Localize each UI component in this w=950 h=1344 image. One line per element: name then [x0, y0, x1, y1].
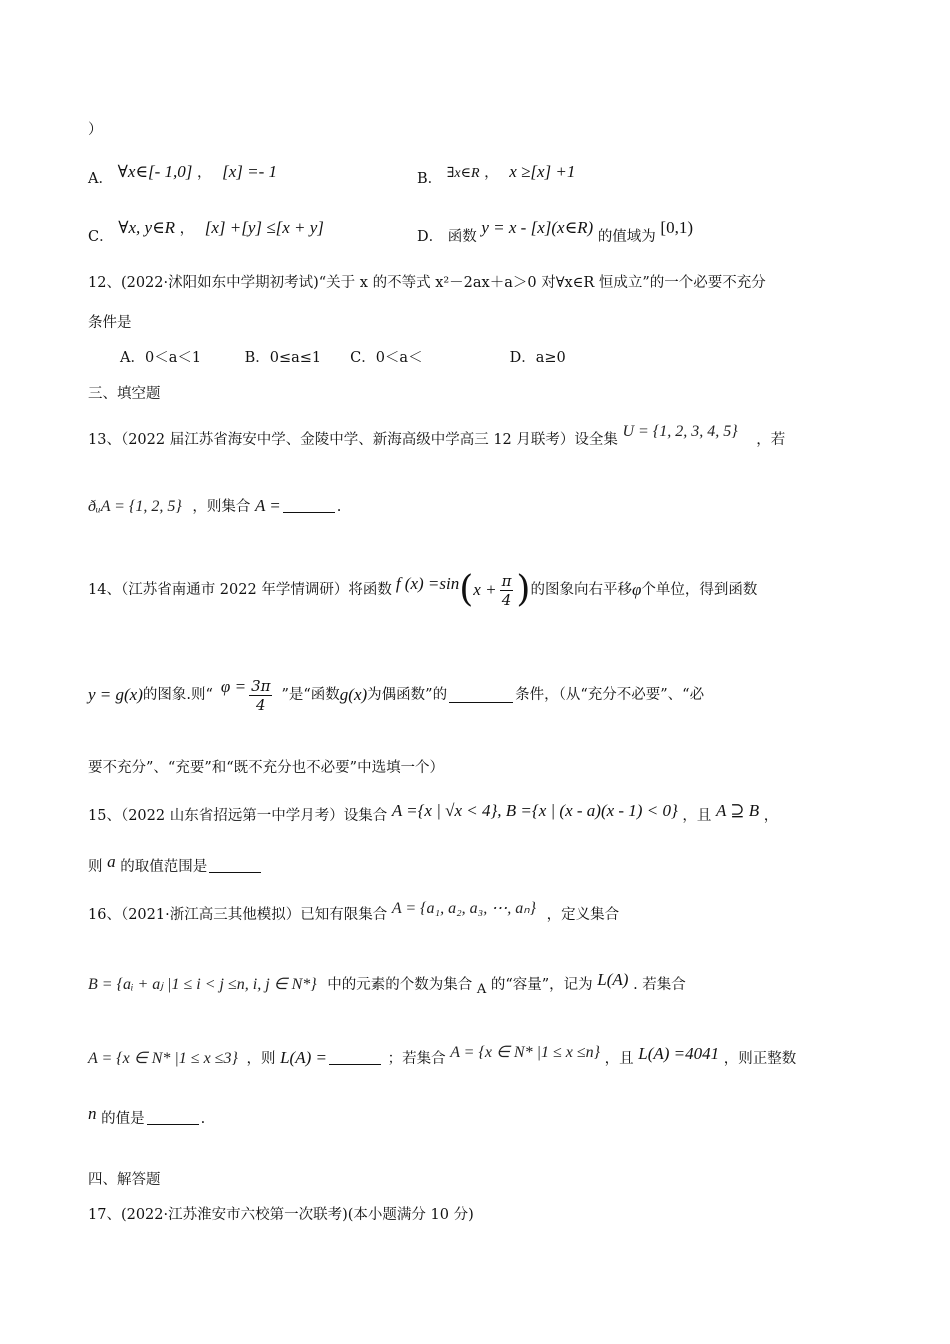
q16-line2-math2: L(A)	[597, 970, 629, 989]
q11-option-d	[417, 218, 693, 245]
option-c-math2: [x] +[y] ≤[x + y]	[204, 218, 324, 237]
q14-line2-text4: 条件，（从“充分不必要”、“必	[515, 687, 705, 703]
q14-line2-math3: g(x)	[339, 685, 368, 704]
q13-text1: 13、（2022 届江苏省海安中学、金陵中学、新海高级中学高三 12 月联考）设全集	[88, 432, 618, 448]
q14-text2: 的图象向右平移	[530, 582, 632, 598]
option-d-math2: [0,1)	[660, 218, 693, 237]
q15-text3: ，	[763, 808, 779, 824]
q16-line2-text3: . 若集合	[633, 977, 686, 993]
q14-frac2	[249, 677, 272, 714]
q15-math2: A ⊇ B	[715, 801, 760, 820]
q15-math1: A ={x | √x < 4}, B ={x | (x - a)(x - 1) < 0}	[391, 801, 678, 820]
option-a-sep: ，	[197, 165, 212, 181]
q14-line2-text2: ”是“函数	[281, 687, 340, 703]
top-paren	[88, 120, 103, 140]
q15-line1	[88, 801, 779, 826]
q16-line4	[88, 1104, 206, 1129]
q16-line2	[88, 970, 686, 997]
option-c-label: C．	[88, 229, 114, 245]
section-solutions: 四、解答题	[88, 1172, 161, 1188]
q14-math2: x +	[473, 580, 497, 599]
q14-line1	[88, 565, 757, 615]
q15-line2-text1: 则	[88, 859, 103, 875]
q16-blank1	[329, 1050, 381, 1065]
option-a-math1: ∀x∈[- 1,0]	[117, 162, 193, 181]
q12-line2: 条件是	[88, 315, 132, 331]
q14-blank	[449, 688, 513, 703]
q15-text2: ，且	[682, 808, 712, 824]
q16-line2-text2: 的“容量”，记为	[490, 977, 593, 993]
option-d-text2: 的值域为	[597, 229, 656, 245]
q14-frac-num: π	[501, 571, 512, 590]
q16-line4-text2: .	[200, 1111, 206, 1127]
q15-line2-math: a	[107, 852, 116, 871]
q16-line3-text2: ；若集合	[387, 1051, 446, 1067]
q13-line2	[88, 496, 341, 517]
q15-line2	[88, 852, 263, 877]
q16-line3-text1: ，则	[246, 1051, 276, 1067]
option-d-math1: y = x - [x](x∈R)	[481, 218, 594, 237]
q16-math1: A = {a₁, a₂, a₃, ⋯, aₙ}	[391, 900, 536, 917]
q16-line4-text1: 的值是	[101, 1111, 145, 1127]
q16-line3-math4: L(A) =4041	[638, 1044, 720, 1063]
q16-line2-A: A	[476, 982, 487, 997]
option-b-sep: ，	[484, 165, 499, 181]
q11-row-ab	[88, 162, 278, 187]
q11-row-cd	[88, 218, 324, 245]
q16-line3-math1: A = {x ∈ N* |1 ≤ x ≤3}	[88, 1050, 238, 1067]
option-d-text1: 函数	[447, 229, 477, 245]
q15-blank	[209, 858, 261, 873]
option-b-math2: x ≥[x] +1	[509, 162, 576, 181]
q14-frac	[500, 572, 514, 609]
q16-text2: ，定义集合	[546, 907, 620, 923]
section-fill-in: 三、填空题	[88, 386, 161, 402]
option-d-label: D．	[417, 229, 444, 245]
q16-line2-text1: 中的元素的个数为集合	[327, 977, 473, 993]
q14-phi: φ	[631, 580, 642, 599]
q14-line2-math2: φ =	[220, 677, 247, 696]
q16-line2-math: B = {aᵢ + aⱼ |1 ≤ i < j ≤n, i, j ∈ N*}	[88, 976, 317, 993]
q16-blank2	[147, 1110, 199, 1125]
q13-text2: ，若	[756, 432, 786, 448]
option-a-label: A．	[88, 171, 113, 187]
q14-line2-text3: 为偶函数”的	[367, 687, 448, 703]
paren-text: ）	[88, 122, 103, 138]
q14-line2-text1: 的图象.则“	[142, 687, 213, 703]
option-c-sep: ，	[179, 221, 195, 237]
q13-blank	[283, 498, 335, 513]
q13-line1	[88, 423, 786, 450]
q16-line3-text4: ，则正整数	[723, 1051, 797, 1067]
option-a-math2: [x] =- 1	[222, 162, 278, 181]
q14-math1: f (x) =sin	[395, 574, 460, 593]
q14-line2	[88, 670, 704, 720]
q13-math1: U = {1, 2, 3, 4, 5}	[622, 423, 738, 440]
q16-line3	[88, 1044, 797, 1069]
q14-text3: 个单位，得到函数	[641, 582, 758, 598]
q11-option-b	[417, 162, 576, 187]
q16-line3-text3: ，且	[604, 1051, 634, 1067]
q14-rparen: )	[516, 569, 531, 610]
q13-math3: A =	[254, 496, 281, 515]
q15-text1: 15、（2022 山东省招远第一中学月考）设集合	[88, 808, 388, 824]
q16-text1: 16、（2021·浙江高三其他模拟）已知有限集合	[88, 907, 388, 923]
q14-lparen: (	[459, 569, 474, 610]
q16-line3-math3: A = {x ∈ N* |1 ≤ x ≤n}	[450, 1044, 601, 1061]
q17-line1: 17、(2022·江苏淮安市六校第一次联考)(本小题满分 10 分)	[88, 1207, 474, 1223]
option-b-label: B．	[417, 171, 443, 187]
q12-options: A．0＜a＜1 B．0≤a≤1 C．0＜a＜ D．a≥0	[120, 350, 566, 366]
q16-line3-math2: L(A) =	[280, 1048, 327, 1067]
q14-line3: 要不充分”、“充要”和“既不充分也不必要”中选填一个）	[88, 760, 445, 776]
q12-line1: 12、(2022·沭阳如东中学期初考试)“关于 x 的不等式 x²－2ax＋a＞0 对∀x∈R 恒成立”的一个必要不充分	[88, 275, 766, 291]
q16-line4-math: n	[88, 1104, 97, 1123]
q14-frac2-den: 4	[255, 695, 266, 714]
q15-line2-text2: 的取值范围是	[120, 859, 208, 875]
q13-text3: ，则集合	[192, 499, 251, 515]
q13-math2: ðᵤA = {1, 2, 5}	[88, 498, 182, 515]
option-b-math1: ∃x∈R	[446, 166, 480, 181]
q14-frac2-num: 3π	[251, 676, 271, 695]
q16-line1	[88, 900, 620, 925]
q14-text1: 14、（江苏省南通市 2022 年学情调研）将函数	[88, 582, 392, 598]
option-c-math1: ∀x, y∈R	[118, 218, 176, 237]
q14-line2-math1: y = g(x)	[88, 685, 143, 704]
q13-text4: .	[336, 499, 342, 515]
q14-frac-den: 4	[501, 590, 512, 609]
